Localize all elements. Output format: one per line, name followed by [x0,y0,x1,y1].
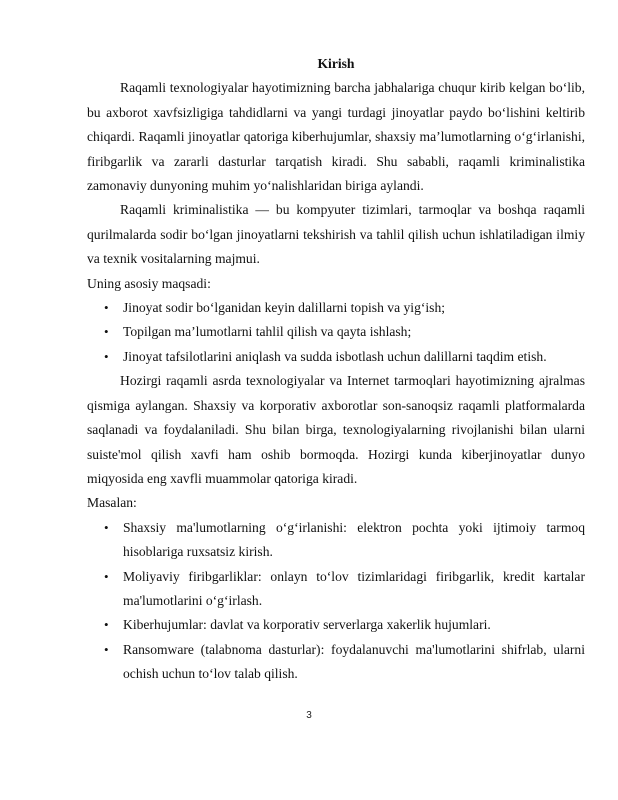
goals-list [87,296,585,369]
page-content [87,52,585,687]
goal-text: Topilgan ma’lumotlarni tahlil qilish va qayta ishlash; [123,324,412,340]
examples-label: Masalan: [87,495,137,511]
page-title: Kirish [317,56,355,71]
example-item [87,613,585,637]
goal-item [87,345,585,369]
goal-item [87,320,585,344]
bullet-icon: • [104,519,109,535]
example-text: Shaxsiy ma'lumotlarning o‘g‘irlanishi: elektron pochta yoki ijtimoiy tarmoq hisoblariga ruxsatsiz kirish. [123,519,585,560]
example-text: Kiberhujumlar: davlat va korporativ serverlarga xakerlik hujumlari. [123,617,491,633]
example-item [87,638,585,687]
bullet-icon: • [104,324,109,340]
example-text: Moliyaviy firibgarliklar: onlayn to‘lov tizimlaridagi firibgarlik, kredit kartalar ma'lumotlarini o‘g‘irlash. [123,568,585,608]
goals-label: Uning asosiy maqsadi: [87,275,211,291]
example-text: Ransomware (talabnoma dasturlar): foydalanuvchi ma'lumotlarini shifrlab, ularni ochish uchun to‘lov talab qilish. [123,641,585,682]
bullet-icon: • [104,641,109,657]
goal-text: Jinoyat tafsilotlarini aniqlash va sudda isbotlash uchun dalillarni taqdim etish. [123,348,547,364]
example-item [87,565,585,614]
bullet-icon: • [104,617,109,633]
intro-paragraph-1: Raqamli texnologiyalar hayotimizning barcha jabhalariga chuqur kirib kelgan bo‘lib, bu axborot xavfsizligiga tahdidlarni va yangi turdagi jinoyatlar paydo bo‘lishini keltirib chiqardi. Raqamli jinoyatlar qatoriga kiberhujumlar, shaxsiy ma’lumotlarning o‘g‘irlanishi, firibgarlik va zararli dasturlar tarqatish kiradi. Shu sababli, raqamli kriminalistika zamonaviy dunyoning muhim yo‘nalishlaridan biriga aylandi. [87,80,585,194]
bullet-icon: • [104,348,109,364]
bullet-icon: • [104,300,109,316]
context-paragraph: Hozirgi raqamli asrda texnologiyalar va Internet tarmoqlari hayotimizning ajralmas qismiga aylangan. Shaxsiy va korporativ axborotlar son-sanoqsiz raqamli platformalarda saqlanadi va foydalaniladi. Shu bilan birga, texnologiyalarning rivojlanishi bilan ularni suiste'mol qilish xavfi ham oshib bormoqda. Hozirgi kunda kiberjinoyatlar dunyo miqyosida eng xavfli muammolar qatoriga kiradi. [87,373,585,486]
goal-item [87,296,585,320]
goal-text: Jinoyat sodir bo‘lganidan keyin dalillarni topish va yig‘ish; [123,300,446,316]
bullet-icon: • [104,568,109,584]
page-number: 3 [306,710,312,721]
examples-list [87,516,585,687]
intro-paragraph-2: Raqamli kriminalistika — bu kompyuter tizimlari, tarmoqlar va boshqa raqamli qurilmalarda sodir bo‘lgan jinoyatlarni tekshirish va tahlil qilish uchun ishlatiladigan ilmiy va texnik vositalarning majmui. [87,202,585,267]
example-item [87,516,585,565]
